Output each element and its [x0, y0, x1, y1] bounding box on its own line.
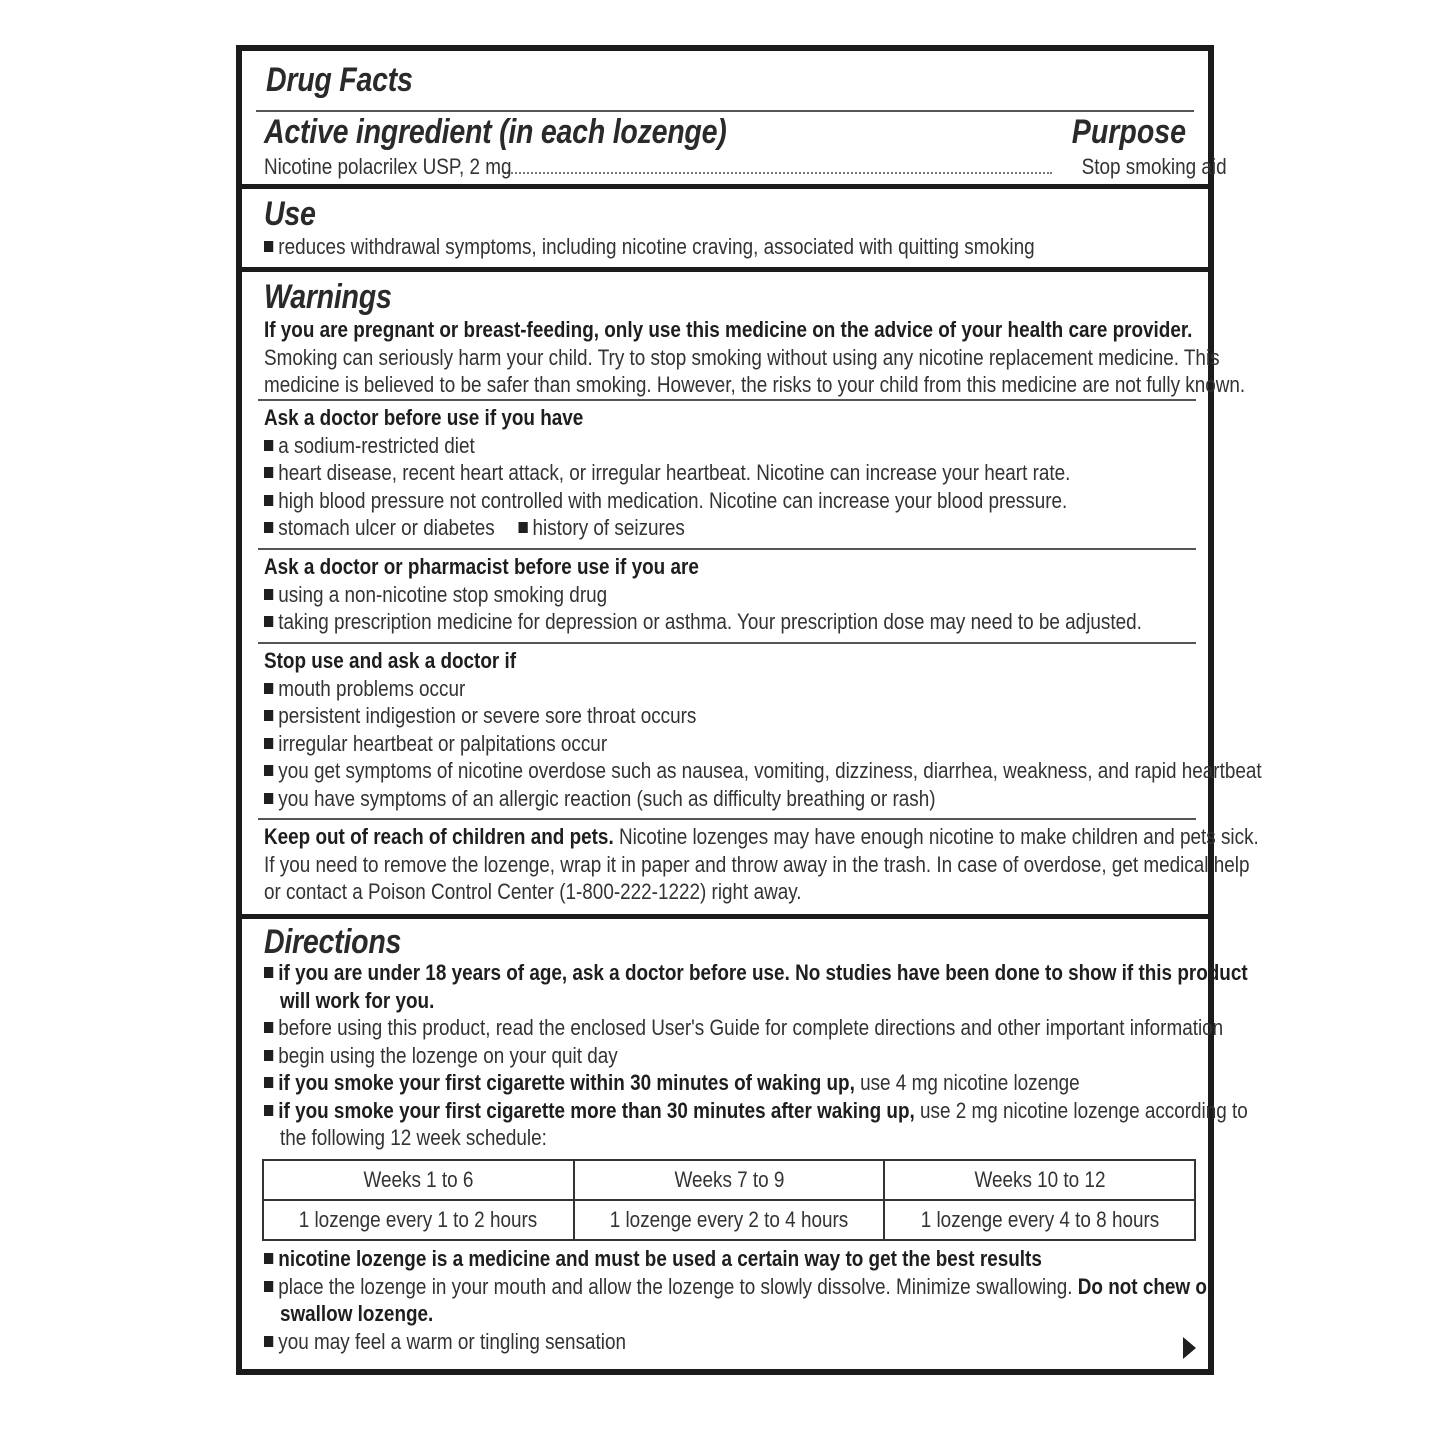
keep-out-text: or contact a Poison Control Center (1-800-222-1222) right away. [264, 879, 802, 904]
list-item: before using this product, read the enclosed User's Guide for complete directions and other important information [264, 1014, 1248, 1042]
square-bullet-icon [264, 616, 273, 627]
list-item: you get symptoms of nicotine overdose such as nausea, vomiting, dizziness, diarrhea, weakness, and rapid heartbeat [264, 757, 1262, 785]
section-divider [258, 818, 1196, 820]
list-item: nicotine lozenge is a medicine and must be used a certain way to get the best results [264, 1245, 1214, 1273]
drug-facts-label [236, 45, 1262, 1375]
list-item: persistent indigestion or severe sore throat occurs [264, 702, 1262, 730]
stop-use-heading: Stop use and ask a doctor if [264, 648, 517, 673]
square-bullet-icon [264, 1050, 273, 1061]
list-item: irregular heartbeat or palpitations occur [264, 730, 1262, 758]
ask-doctor-section [264, 404, 1070, 542]
ingredient-purpose: Stop smoking aid [1081, 154, 1227, 179]
square-bullet-icon [264, 683, 273, 694]
warnings-heading: Warnings [264, 278, 392, 316]
list-item: you may feel a warm or tingling sensation [264, 1328, 1214, 1356]
table-cell: 1 lozenge every 4 to 8 hours [884, 1200, 1195, 1240]
pregnancy-text-line: medicine is believed to be safer than smoking. However, the risks to your child from this medicine are not fully known. [264, 372, 1246, 397]
square-bullet-icon [264, 765, 273, 776]
square-bullet-icon [264, 738, 273, 749]
table-row [263, 1200, 1195, 1240]
ask-pharmacist-section [264, 553, 1142, 636]
table-header-cell: Weeks 10 to 12 [884, 1160, 1195, 1200]
list-item: if you smoke your first cigarette within 30 minutes of waking up, use 4 mg nicotine lozenge [264, 1069, 1248, 1097]
table-cell: 1 lozenge every 2 to 4 hours [574, 1200, 885, 1240]
dosage-schedule-table [262, 1159, 1196, 1241]
continue-arrow-icon [1183, 1337, 1196, 1359]
dot-leader [504, 172, 1052, 174]
drug-facts-title: Drug Facts [266, 61, 413, 99]
pregnancy-text-line: Smoking can seriously harm your child. Try to stop smoking without using any nicotine replacement medicine. This [264, 344, 1220, 370]
table-header-row [263, 1160, 1195, 1200]
pregnancy-bold-text: If you are pregnant or breast-feeding, only use this medicine on the advice of your health care provider. [264, 317, 1193, 342]
square-bullet-icon [264, 241, 273, 252]
square-bullet-icon [264, 793, 273, 804]
square-bullet-icon [264, 1077, 273, 1088]
list-item: using a non-nicotine stop smoking drug [264, 581, 1142, 609]
list-item: high blood pressure not controlled with medication. Nicotine can increase your blood pressure. [264, 487, 1070, 515]
keep-out-text: Nicotine lozenges may have enough nicotine to make children and pets sick. [613, 824, 1259, 849]
list-item: if you smoke your first cigarette more than 30 minutes after waking up, use 2 mg nicotine lozenge according to [264, 1097, 1248, 1125]
table-cell: 1 lozenge every 1 to 2 hours [263, 1200, 574, 1240]
square-bullet-icon [264, 1105, 273, 1116]
list-item: a sodium-restricted diet [264, 432, 1070, 460]
square-bullet-icon [264, 1336, 273, 1347]
keep-out-bold: Keep out of reach of children and pets. [264, 824, 614, 849]
square-bullet-icon [264, 710, 273, 721]
list-item: place the lozenge in your mouth and allow the lozenge to slowly dissolve. Minimize swallowing. Do not chew or [264, 1273, 1214, 1301]
directions-list-bottom [264, 1245, 1214, 1355]
stop-use-section [264, 647, 1262, 812]
table-header-cell: Weeks 1 to 6 [263, 1160, 574, 1200]
list-item: mouth problems occur [264, 675, 1262, 703]
purpose-heading: Purpose [1071, 113, 1186, 151]
section-divider [258, 548, 1196, 550]
keep-out-section [264, 823, 1259, 906]
ask-doctor-heading: Ask a doctor before use if you have [264, 405, 584, 430]
directions-panel [242, 919, 1248, 1369]
directions-list-top [264, 959, 1248, 1152]
section-divider [258, 642, 1196, 644]
section-divider [258, 399, 1196, 401]
square-bullet-icon [264, 589, 273, 600]
square-bullet-icon [264, 467, 273, 478]
list-item: if you are under 18 years of age, ask a doctor before use. No studies have been done to show if this product [264, 959, 1248, 987]
title-divider [256, 110, 1194, 112]
table-header-cell: Weeks 7 to 9 [574, 1160, 885, 1200]
active-ingredient-heading: Active ingredient (in each lozenge) [264, 113, 727, 151]
ingredient-row [264, 154, 1227, 180]
square-bullet-icon [264, 1253, 273, 1264]
use-panel [242, 189, 1208, 267]
list-item: you have symptoms of an allergic reaction (such as difficulty breathing or rash) [264, 785, 1262, 813]
square-bullet-icon [518, 522, 527, 533]
square-bullet-icon [264, 967, 273, 978]
square-bullet-icon [264, 440, 273, 451]
active-ingredient-panel [242, 51, 1227, 184]
list-item: stomach ulcer or diabetes history of seizures [264, 514, 1070, 542]
list-item-continuation: swallow lozenge. [279, 1301, 434, 1326]
square-bullet-icon [264, 1281, 273, 1292]
keep-out-text: If you need to remove the lozenge, wrap it in paper and throw away in the trash. In case of overdose, get medical help [264, 851, 1250, 877]
square-bullet-icon [264, 1022, 273, 1033]
ask-pharmacist-heading: Ask a doctor or pharmacist before use if you are [264, 554, 699, 579]
warnings-panel [242, 272, 1262, 914]
directions-heading: Directions [264, 923, 402, 961]
list-item: heart disease, recent heart attack, or irregular heartbeat. Nicotine can increase your heart rate. [264, 459, 1070, 487]
list-item-continuation: will work for you. [279, 987, 435, 1013]
square-bullet-icon [264, 495, 273, 506]
ingredient-name: Nicotine polacrilex USP, 2 mg [264, 154, 512, 179]
list-item-continuation: the following 12 week schedule: [279, 1125, 547, 1150]
square-bullet-icon [264, 522, 273, 533]
pregnancy-warning [264, 316, 1245, 399]
use-item: reduces withdrawal symptoms, including nicotine craving, associated with quitting smoking [264, 233, 1035, 261]
list-item: taking prescription medicine for depression or asthma. Your prescription dose may need to be adjusted. [264, 608, 1142, 636]
list-item: begin using the lozenge on your quit day [264, 1042, 1248, 1070]
use-heading: Use [264, 195, 316, 233]
